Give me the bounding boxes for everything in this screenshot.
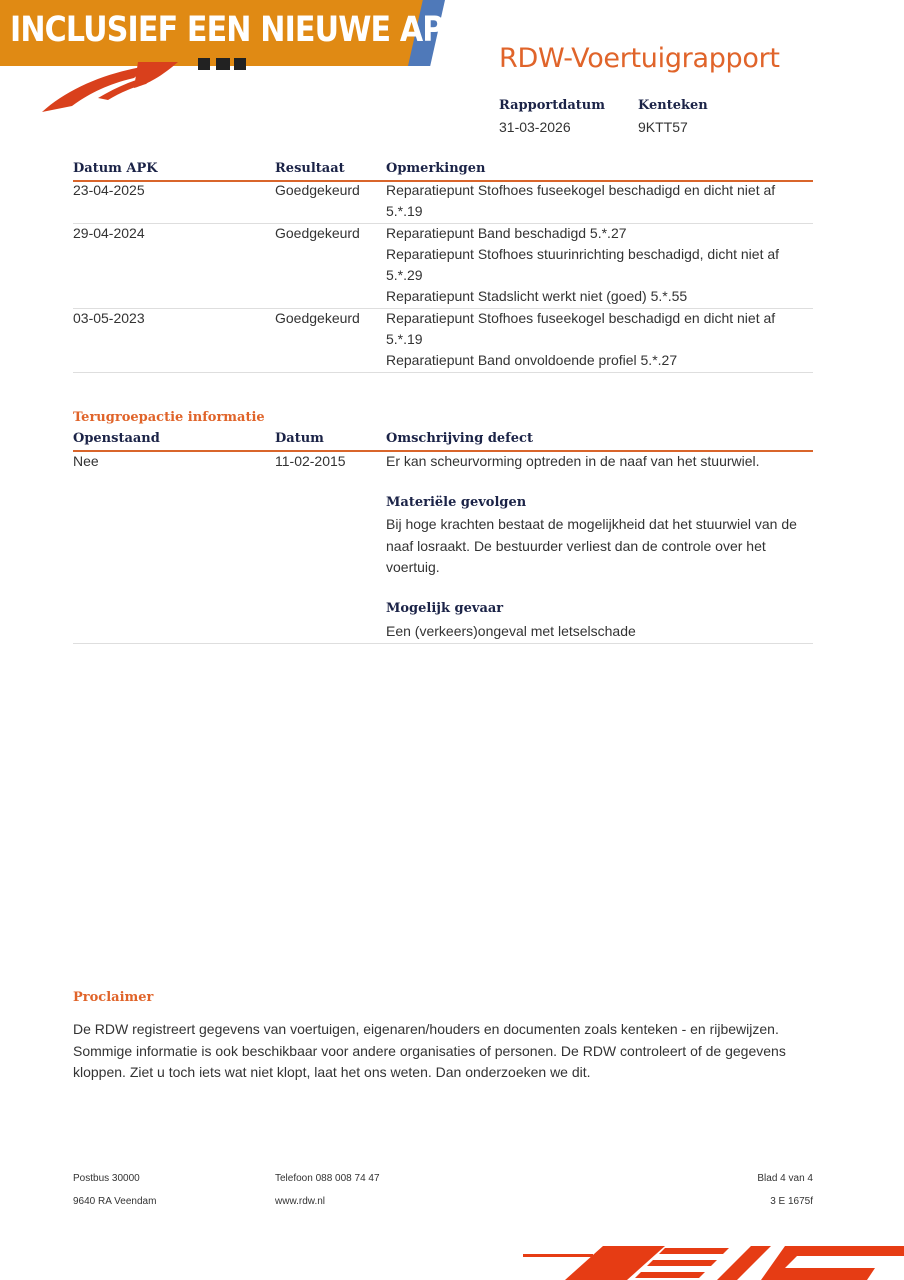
recall-title: Terugroepactie informatie xyxy=(73,410,265,425)
recall-header-date: Datum xyxy=(275,431,324,446)
apk-remark: 5.*.29 xyxy=(386,267,423,283)
recall-date-value: 11-02-2015 xyxy=(275,453,346,469)
apk-remark: Reparatiepunt Band beschadigd 5.*.27 xyxy=(386,225,627,241)
footer-page-number: Blad 4 van 4 xyxy=(757,1173,813,1184)
danger-heading: Mogelijk gevaar xyxy=(386,601,504,616)
footer-phone: Telefoon 088 008 74 47 xyxy=(275,1173,380,1184)
apk-remark: Reparatiepunt Stofhoes fuseekogel beschadigd en dicht niet af xyxy=(386,310,776,326)
apk-remark: 5.*.19 xyxy=(386,203,423,219)
proclaimer-line: De RDW registreert gegevens van voertuigen, eigenaren/houders en documenten zoals kenteken - en rijbewijzen. xyxy=(73,1021,779,1037)
proclaimer-line: kloppen. Ziet u toch iets wat niet klopt, laat het ons weten. Dan onderzoeken we dit. xyxy=(73,1064,591,1080)
report-date-label: Rapportdatum xyxy=(499,98,605,113)
apk-date: 03-05-2023 xyxy=(73,310,145,326)
recall-header-open: Openstaand xyxy=(73,431,160,446)
footer-web: www.rdw.nl xyxy=(275,1196,326,1207)
plate-label: Kenteken xyxy=(638,98,708,113)
row-divider xyxy=(73,223,813,224)
apk-result: Goedgekeurd xyxy=(275,310,360,326)
recall-header-rule xyxy=(73,450,813,452)
apk-date: 23-04-2025 xyxy=(73,182,145,198)
apk-header-result: Resultaat xyxy=(275,161,345,176)
row-divider xyxy=(73,643,813,644)
apk-header-date: Datum APK xyxy=(73,161,158,176)
recall-description: Er kan scheurvorming optreden in de naaf van het stuurwiel. xyxy=(386,453,760,469)
apk-remark: 5.*.19 xyxy=(386,331,423,347)
apk-date: 29-04-2024 xyxy=(73,225,145,241)
apk-remark: Reparatiepunt Stofhoes fuseekogel beschadigd en dicht niet af xyxy=(386,182,776,198)
row-divider xyxy=(73,308,813,309)
report-title: RDW-Voertuigrapport xyxy=(499,43,780,74)
apk-header-remarks: Opmerkingen xyxy=(386,161,486,176)
footer-address-2: 9640 RA Veendam xyxy=(73,1196,157,1207)
rdw-stripes-icon xyxy=(515,1244,904,1280)
proclaimer-title: Proclaimer xyxy=(73,990,154,1005)
consequences-line: voertuig. xyxy=(386,559,440,575)
recall-open-value: Nee xyxy=(73,453,99,469)
footer-address-1: Postbus 30000 xyxy=(73,1173,140,1184)
consequences-heading: Materiële gevolgen xyxy=(386,495,527,510)
danger-text: Een (verkeers)ongeval met letselschade xyxy=(386,623,636,639)
apk-remark: Reparatiepunt Stadslicht werkt niet (goed) 5.*.55 xyxy=(386,288,688,304)
apk-result: Goedgekeurd xyxy=(275,225,360,241)
row-divider xyxy=(73,372,813,373)
proclaimer-line: Sommige informatie is ook beschikbaar voor andere organisaties of personen. De RDW controleert of de gegevens xyxy=(73,1043,786,1059)
recall-header-description: Omschrijving defect xyxy=(386,431,533,446)
consequences-line: Bij hoge krachten bestaat de mogelijkheid dat het stuurwiel van de xyxy=(386,516,797,532)
apk-banner xyxy=(0,0,466,66)
rdw-logo-icon xyxy=(38,58,258,118)
banner-text: INCLUSIEF EEN NIEUWE APK xyxy=(10,10,466,50)
consequences-line: naaf losraakt. De bestuurder verliest dan de controle over het xyxy=(386,538,766,554)
plate-value: 9KTT57 xyxy=(638,119,688,135)
apk-remark: Reparatiepunt Stofhoes stuurinrichting beschadigd, dicht niet af xyxy=(386,246,780,262)
report-date-value: 31-03-2026 xyxy=(499,119,571,135)
apk-result: Goedgekeurd xyxy=(275,182,360,198)
apk-remark: Reparatiepunt Band onvoldoende profiel 5.*.27 xyxy=(386,352,678,368)
footer-code: 3 E 1675f xyxy=(770,1196,813,1207)
